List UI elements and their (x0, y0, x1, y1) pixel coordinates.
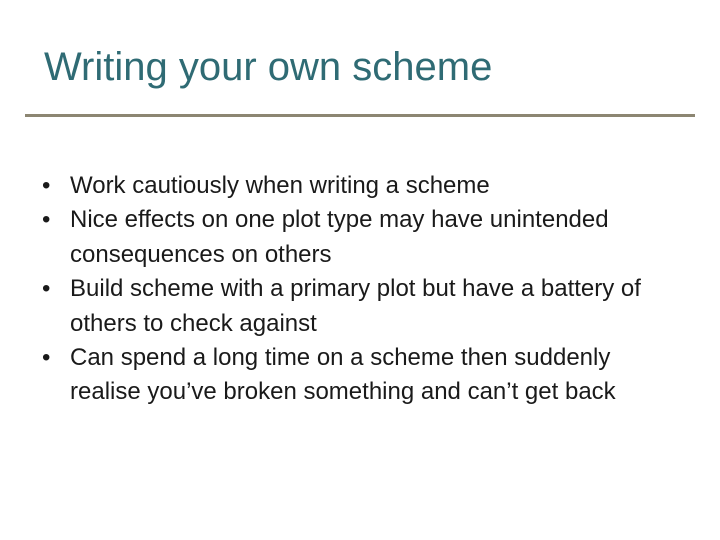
bullet-icon: • (42, 275, 51, 303)
bullet-icon: • (42, 206, 51, 234)
bullet-icon: • (42, 172, 51, 199)
bullet-icon: • (42, 344, 51, 372)
bullet-item (42, 169, 682, 203)
bullet-text: Nice effects on one plot type may have unintended consequences on others (70, 206, 609, 268)
bullet-item (42, 203, 682, 272)
bullet-list (42, 169, 682, 410)
bullet-text: Build scheme with a primary plot but have a battery of others to check against (70, 275, 641, 337)
bullet-text: Work cautiously when writing a scheme (70, 172, 490, 199)
bullet-item (42, 272, 682, 341)
bullet-text: Can spend a long time on a scheme then suddenly realise you’ve broken something and can’t get back (70, 344, 616, 406)
bullet-item (42, 341, 682, 410)
slide-title: Writing your own scheme (44, 45, 493, 89)
title-divider (25, 114, 695, 117)
